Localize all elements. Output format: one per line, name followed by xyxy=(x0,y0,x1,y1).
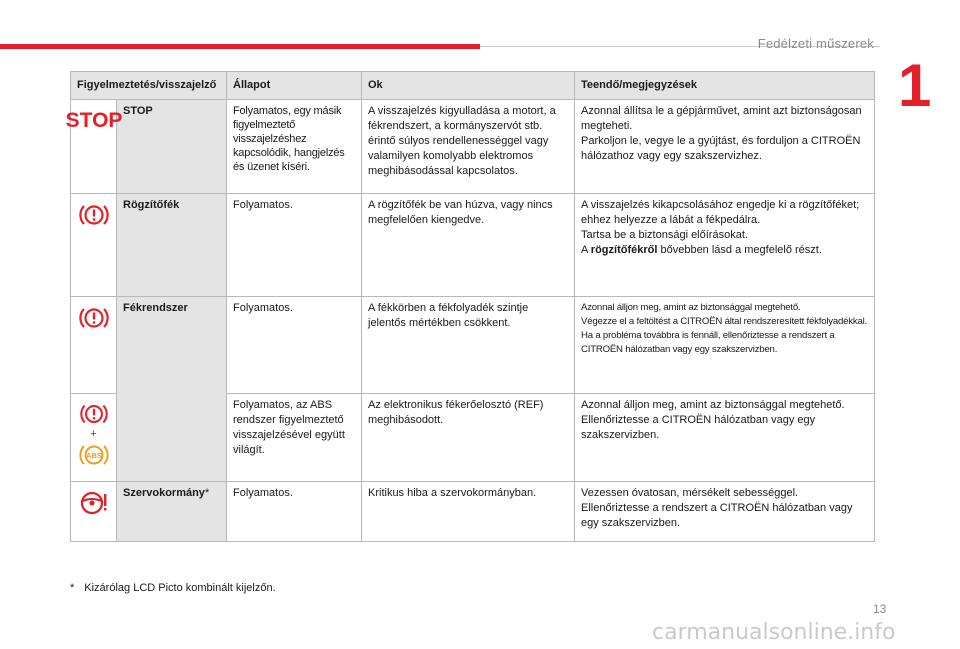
row-cause: Az elektronikus fékerőelosztó (REF) meghibásodott. xyxy=(362,394,575,482)
icon-cell xyxy=(71,194,117,297)
plus-sign: + xyxy=(90,428,97,440)
action-line: Tartsa be a biztonsági előírásokat. xyxy=(581,229,748,241)
column-header: Teendő/megjegyzések xyxy=(575,72,875,100)
abs-icon xyxy=(78,440,110,470)
action-line: Vezessen óvatosan, mérsékelt sebességgel. xyxy=(581,487,799,499)
row-label: STOP xyxy=(117,100,227,194)
row-label: Szervokormány* xyxy=(117,482,227,542)
watermark-text: carmanualsonline.info xyxy=(652,620,896,645)
table-row xyxy=(71,194,875,297)
column-header: Ok xyxy=(362,72,575,100)
action-line: Azonnal álljon meg, amint az biztonsággal megtehető. xyxy=(581,302,801,313)
svg-text:ABS: ABS xyxy=(85,451,102,460)
row-label: Fékrendszer xyxy=(117,297,227,482)
row-label: Rögzítőfék xyxy=(117,194,227,297)
table-row xyxy=(71,100,875,194)
footnote-mark: * xyxy=(70,582,75,594)
footnote-text: Kizárólag LCD Picto kombinált kijelzőn. xyxy=(84,582,276,594)
action-line: A visszajelzés kikapcsolásához engedje ki a rögzítőféket; ehhez helyezze a lábát a fékpedálra. xyxy=(581,199,860,226)
row-action xyxy=(575,297,875,394)
action-line: Végezze el a feltöltést a CITROËN által rendszeresített fékfolyadékkal. xyxy=(581,316,868,327)
warning-lights-table xyxy=(65,71,875,542)
parking-brake-warning-icon xyxy=(79,200,109,230)
footnote xyxy=(70,582,276,594)
page-number: 13 xyxy=(873,602,887,616)
row-state: Folyamatos. xyxy=(227,482,362,542)
icon-cell xyxy=(71,482,117,542)
row-state: Folyamatos, egy másik figyelmeztető visszajelzéshez kapcsolódik, hangjelzés és üzenet kíséri. xyxy=(227,100,362,194)
svg-text:STOP: STOP xyxy=(65,109,122,132)
row-cause: A fékkörben a fékfolyadék szintje jelentős mértékben csökkent. xyxy=(362,297,575,394)
action-line: Ellenőriztesse a CITROËN hálózatban vagy egy szakszervizben. xyxy=(581,414,816,441)
row-cause: Kritikus hiba a szervokormányban. xyxy=(362,482,575,542)
row-cause: A visszajelzés kigyulladása a motort, a fékrendszert, a kormányszervót stb. érintő súlyos rendellenességgel vagy valamilyen komolyabb elektromos meghibásodással kapcsolatos. xyxy=(362,100,575,194)
icon-cell xyxy=(65,100,122,194)
keyword: rögzítőfékről xyxy=(590,244,658,256)
row-action xyxy=(575,194,875,297)
row-state: Folyamatos. xyxy=(227,297,362,394)
section-title: Fedélzeti műszerek xyxy=(757,36,874,51)
row-action: Azonnal állítsa le a gépjárművet, amint azt biztonságosan megteheti. Parkoljon le, vegye le a gyújtást, és forduljon a CITROËN hálózathoz vagy egy szakszervizhez. xyxy=(575,100,875,194)
table-header-row xyxy=(71,72,875,100)
action-line: A rögzítőfékről bővebben lásd a megfelelő részt. xyxy=(581,244,822,256)
stop-icon xyxy=(65,106,122,132)
table-row xyxy=(71,482,875,542)
brake-warning-icon xyxy=(79,303,109,333)
column-header: Figyelmeztetés/visszajelző xyxy=(71,72,227,100)
icon-cell xyxy=(71,394,117,482)
row-cause: A rögzítőfék be van húzva, vagy nincs megfelelően kiengedve. xyxy=(362,194,575,297)
steering-warning-icon xyxy=(78,488,110,518)
row-state: Folyamatos, az ABS rendszer figyelmeztető visszajelzésével együtt világít. xyxy=(227,394,362,482)
row-action xyxy=(575,394,875,482)
brake-warning-icon xyxy=(79,400,109,428)
table-row xyxy=(71,297,875,394)
action-line: Ellenőriztesse a rendszert a CITROËN hálózatban vagy egy szakszervizben. xyxy=(581,502,853,529)
action-line: Azonnal álljon meg, amint az biztonsággal megtehető. xyxy=(581,399,845,411)
icon-cell xyxy=(71,297,117,394)
row-state: Folyamatos. xyxy=(227,194,362,297)
row-action xyxy=(575,482,875,542)
column-header: Állapot xyxy=(227,72,362,100)
chapter-number: 1 xyxy=(898,52,932,119)
action-line: Ha a probléma továbbra is fennáll, ellenőriztesse a rendszert a CITROËN hálózatban vagy egy szakszervizben. xyxy=(581,330,835,355)
header-red-bar xyxy=(0,44,480,49)
